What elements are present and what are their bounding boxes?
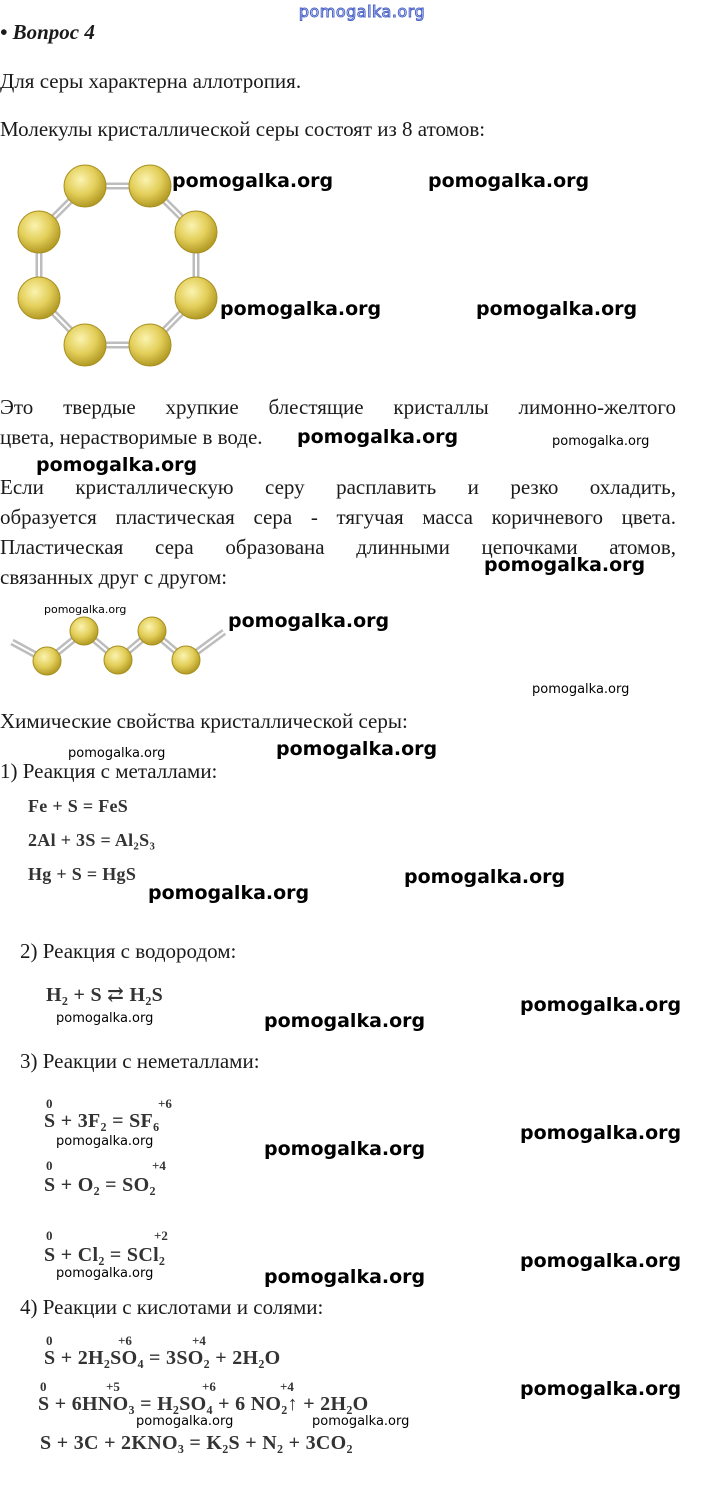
sulfur-atom: [70, 617, 98, 645]
sulfur-atom: [175, 277, 217, 319]
oxidation-state: 0: [40, 1379, 47, 1394]
question-heading: • Вопрос 4: [0, 20, 95, 44]
reaction-hydrogen-title: 2) Реакция с водородом:: [20, 939, 237, 963]
watermark: pomogalka.org: [56, 1134, 154, 1149]
sulfur-atom: [172, 646, 200, 674]
watermark: pomogalka.org: [520, 1122, 682, 1144]
reaction-metals-title: 1) Реакция с металлами:: [0, 759, 218, 783]
equation-s-cl2: S + Cl₂ = SCl₂: [44, 1244, 166, 1266]
watermark: pomogalka.org: [68, 746, 166, 761]
equation-hg-s: Hg + S = HgS: [28, 864, 137, 884]
sulfur-atom: [18, 277, 60, 319]
watermark: pomogalka.org: [552, 434, 650, 449]
oxidation-state: +6: [202, 1379, 216, 1394]
oxidation-state: 0: [46, 1228, 53, 1243]
equation-s-o2: S + O₂ = SO₂: [44, 1174, 156, 1196]
sulfur-atom: [64, 165, 106, 207]
sulfur-atom: [104, 646, 132, 674]
watermark: pomogalka.org: [484, 554, 646, 576]
paragraph-plastic-line4: связанных друг с другом:: [0, 565, 228, 589]
watermark: pomogalka.org: [428, 170, 590, 192]
watermark: pomogalka.org: [264, 1010, 426, 1032]
reaction-nonmetals-title: 3) Реакции с неметаллами:: [20, 1049, 260, 1073]
watermark: pomogalka.org: [532, 682, 630, 697]
watermark: pomogalka.org: [172, 170, 334, 192]
watermark: pomogalka.org: [476, 298, 638, 320]
sulfur-chain-diagram: [0, 612, 240, 682]
oxidation-state: +6: [118, 1333, 132, 1348]
watermark: pomogalka.org: [264, 1266, 426, 1288]
paragraph-plastic-line3: Пластическая сера образована длинными цепочками атомов,: [0, 535, 676, 559]
watermark: pomogalka.org: [404, 866, 566, 888]
paragraph-crystals-line1: Это твердые хрупкие блестящие кристаллы лимонно-желтого: [0, 395, 676, 419]
oxidation-state: +4: [280, 1379, 294, 1394]
oxidation-state: +4: [152, 1158, 166, 1173]
watermark: pomogalka.org: [520, 994, 682, 1016]
oxidation-state: 0: [46, 1158, 53, 1173]
equation-s-hno3: S + 6HNO₃ = H₂SO₄ + 6 NO₂↑ + 2H₂O: [38, 1393, 369, 1415]
oxidation-state: +5: [106, 1379, 120, 1394]
watermark: pomogalka.org: [520, 1378, 682, 1400]
watermark: pomogalka.org: [228, 610, 390, 632]
watermark: pomogalka.org: [36, 454, 198, 476]
watermark: pomogalka.org: [56, 1011, 154, 1026]
watermark: pomogalka.org: [56, 1266, 154, 1281]
paragraph-allotropy: Для серы характерна аллотропия.: [0, 69, 302, 93]
paragraph-plastic-line1: Если кристаллическую серу расплавить и резко охладить,: [0, 475, 676, 499]
reaction-acids-salts-title: 4) Реакции с кислотами и солями:: [20, 1295, 324, 1319]
equation-h2-s: H₂ + S ⇄ H₂S: [46, 984, 164, 1006]
watermark: pomogalka.org: [520, 1250, 682, 1272]
equation-fe-s: Fe + S = FeS: [28, 796, 129, 816]
site-header-label[interactable]: pomogalka.org: [298, 2, 426, 21]
chemical-properties-title: Химические свойства кристаллической серы:: [0, 709, 408, 733]
sulfur-atom: [129, 165, 171, 207]
equation-s-c-kno3: S + 3C + 2KNO₃ = K₂S + N₂ + 3CO₂: [40, 1432, 353, 1454]
paragraph-crystals-line2: цвета, нерастворимые в воде.: [0, 425, 263, 449]
watermark: pomogalka.org: [312, 1414, 410, 1429]
paragraph-molecules: Молекулы кристаллической серы состоят из 8 атомов:: [0, 117, 486, 141]
watermark: pomogalka.org: [297, 426, 459, 448]
watermark: pomogalka.org: [264, 1138, 426, 1160]
sulfur-atom: [129, 324, 171, 366]
oxidation-state: 0: [46, 1333, 53, 1348]
watermark: pomogalka.org: [148, 882, 310, 904]
sulfur-atom: [64, 324, 106, 366]
oxidation-state: +2: [154, 1228, 168, 1243]
oxidation-state: 0: [46, 1096, 53, 1111]
oxidation-state: +4: [192, 1333, 206, 1348]
oxidation-state: +6: [158, 1096, 172, 1111]
sulfur-atom: [138, 617, 166, 645]
watermark: pomogalka.org: [136, 1414, 234, 1429]
equation-s-h2so4: S + 2H₂SO₄ = 3SO₂ + 2H₂O: [44, 1347, 281, 1369]
equation-s-f2: S + 3F₂ = SF₆: [44, 1110, 160, 1132]
watermark: pomogalka.org: [220, 298, 382, 320]
watermark: pomogalka.org: [44, 603, 127, 616]
sulfur-atom: [33, 647, 61, 675]
sulfur-atom: [18, 211, 60, 253]
sulfur-atom: [175, 211, 217, 253]
paragraph-plastic-line2: образуется пластическая сера - тягучая масса коричневого цвета.: [0, 505, 676, 529]
watermark: pomogalka.org: [276, 738, 438, 760]
equation-al-s: 2Al + 3S = Al₂S₃: [28, 830, 156, 850]
